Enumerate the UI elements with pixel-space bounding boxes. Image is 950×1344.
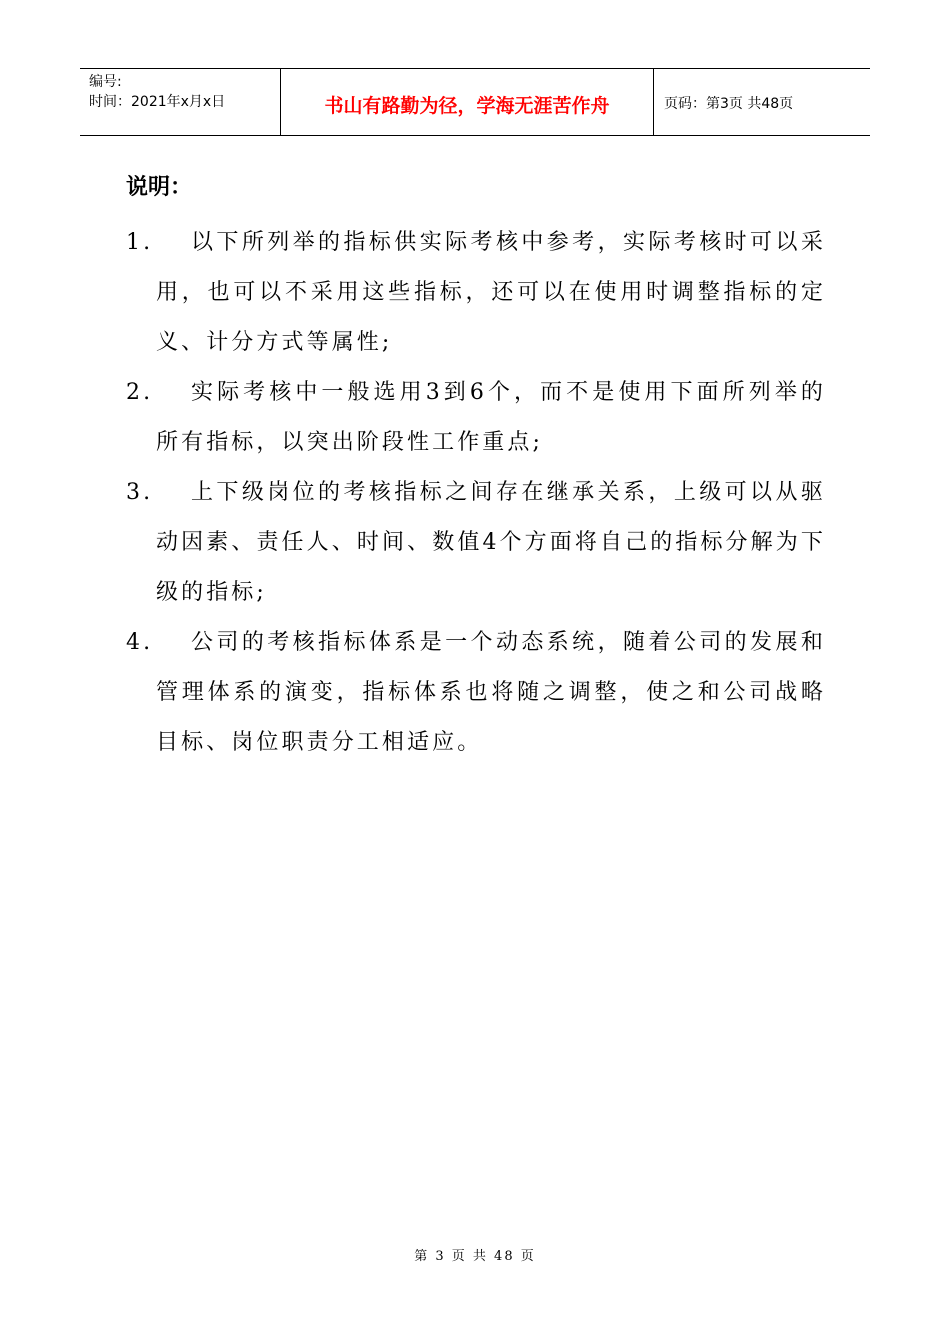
notes-list: [126, 218, 826, 768]
page-footer: [0, 1245, 950, 1264]
section-heading: 说明：: [126, 175, 193, 200]
motto-text: 书山有路勤为径，学海无涯苦作舟: [324, 94, 610, 117]
list-item: [126, 218, 826, 368]
list-item-text: 上下级岗位的考核指标之间存在继承关系，上级可以从驱动因素、责任人、时间、数值4个方面将自己的指标分解为下级的指标;: [156, 480, 826, 605]
list-item-text: 公司的考核指标体系是一个动态系统，随着公司的发展和管理体系的演变，指标体系也将随之调整，使之和公司战略目标、岗位职责分工相适应。: [156, 630, 826, 755]
header-motto-cell: [281, 69, 654, 135]
page-info: 页码：第3页 共48页: [664, 96, 794, 112]
list-item-number: 1.: [126, 230, 154, 255]
list-item: [126, 618, 826, 768]
time-label: 时间：2021年x月x日: [89, 94, 226, 110]
list-item-text: 以下所列举的指标供实际考核中参考，实际考核时可以采用，也可以不采用这些指标，还可以在使用时调整指标的定义、计分方式等属性;: [156, 230, 826, 355]
footer-page-number: 第 3 页 共 48 页: [414, 1249, 536, 1264]
page-header: [80, 68, 870, 136]
list-item-number: 4.: [126, 630, 154, 655]
code-label: 编号:: [89, 74, 122, 90]
header-page-cell: [654, 69, 870, 135]
list-item-number: 2.: [126, 380, 154, 405]
document-body: [126, 168, 826, 768]
list-item-text: 实际考核中一般选用3到6个，而不是使用下面所列举的所有指标，以突出阶段性工作重点;: [156, 380, 826, 455]
list-item: [126, 368, 826, 468]
list-item-number: 3.: [126, 480, 154, 505]
header-meta-cell: [80, 69, 281, 135]
list-item: [126, 468, 826, 618]
